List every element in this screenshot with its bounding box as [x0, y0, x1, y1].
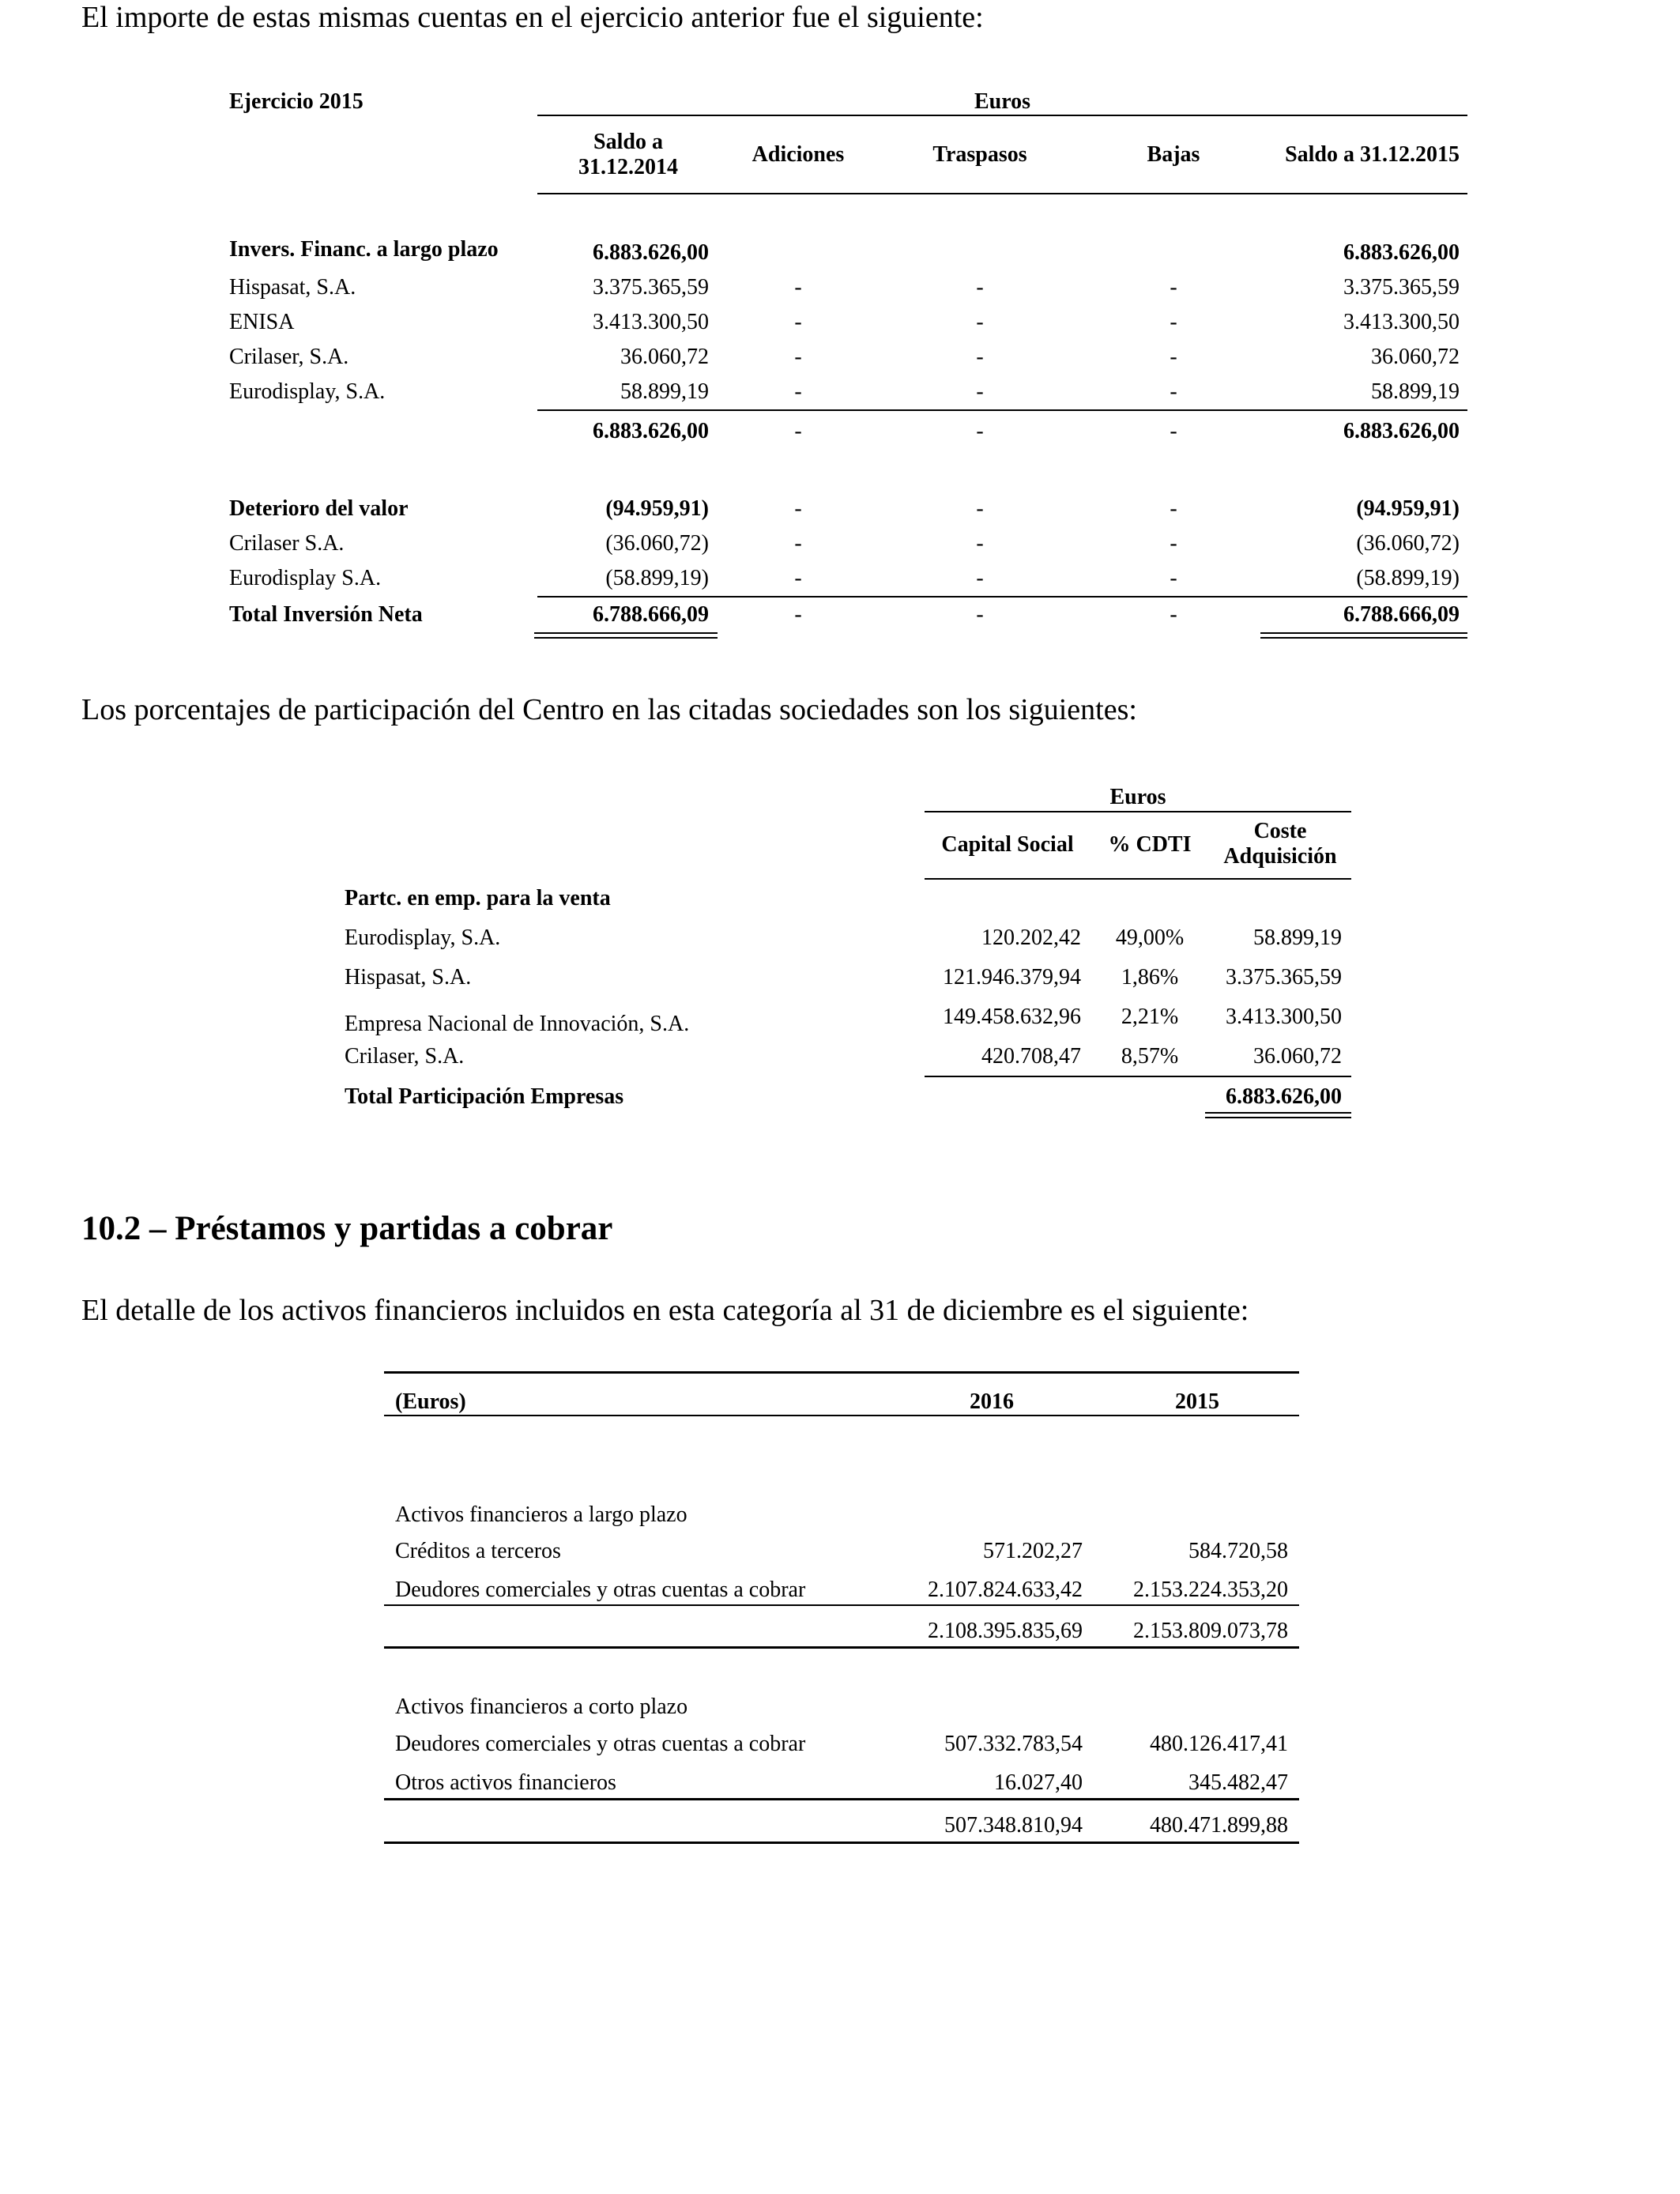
subtotal-rule — [384, 1604, 1299, 1606]
table-prestamos: (Euros) 2016 2015 Activos financieros a largo plazo Créditos a terceros 571.202,27 584.720,58 Deudores comerciales y otras cuentas a cobrar 2.107.824.633,42 2.153.224.353,20 2.108.395.835,69 2.153.809.073,78 Activos financieros a corto plazo Deudores comerciales y otras cuentas a cobrar 507.332.783,54 480.126.417,41 Otros activos financieros 16.027,40 345.482,47 507.348.810,94 480.471.899,88 — [0, 0, 1680, 1849]
col-header-traspasos: Traspasos — [932, 142, 1027, 167]
col-header-saldo-2015: Saldo a 31.12.2015 — [1285, 142, 1460, 167]
subtotal-rule — [384, 1798, 1299, 1800]
col-header-2016: 2016 — [970, 1389, 1014, 1414]
col-header-coste: Coste Adquisición — [1223, 819, 1337, 869]
intro-paragraph-3: El detalle de los activos financieros incluidos en esta categoría al 31 de diciembre es el siguiente: — [81, 1294, 1249, 1327]
header-label: (Euros) — [395, 1389, 466, 1414]
year-label: Ejercicio 2015 — [229, 89, 363, 114]
col-header-cdti: % CDTI — [1108, 832, 1192, 857]
long-term-title: Activos financieros a largo plazo — [395, 1502, 687, 1527]
section-heading: 10.2 – Préstamos y partidas a cobrar — [81, 1210, 613, 1247]
intro-paragraph-1: El importe de estas mismas cuentas en el ejercicio anterior fue el siguiente: — [81, 1, 984, 34]
header-bottom-rule — [384, 1415, 1299, 1416]
intro-paragraph-2: Los porcentajes de participación del Centro en las citadas sociedades son los siguientes: — [81, 693, 1137, 726]
top-rule — [384, 1371, 1299, 1374]
col-header-saldo-2014: Saldo a 31.12.2014 — [578, 130, 678, 179]
col-header-capital-social: Capital Social — [941, 832, 1074, 857]
col-header-2015: 2015 — [1175, 1389, 1219, 1414]
currency-header: Euros — [1109, 785, 1166, 809]
col-header-adiciones: Adiciones — [751, 142, 845, 167]
currency-header: Euros — [974, 89, 1031, 114]
total-rule — [384, 1842, 1299, 1844]
short-term-title: Activos financieros a corto plazo — [395, 1695, 688, 1719]
section-label: Partc. en emp. para la venta — [345, 886, 611, 910]
total-rule — [384, 1646, 1299, 1649]
col-header-bajas: Bajas — [1147, 142, 1200, 167]
table-participaciones: Euros Capital Social % CDTI Coste Adquisición Partc. en emp. para la venta Eurodisplay, S.A. 120.202,42 49,00% 58.899,19 Hispasat, S.A. 121.946.379,94 1,86% 3.375.365,59 Empresa Nacional de Innovación, S.A. 149.458.632,96 2,21% 3.413.300,50 Crilaser, S.A. 420.708,47 8,57% 36.060,72 Total Participación Empresas 6.883.626,00 — [0, 0, 1680, 1130]
table-ejercicio-2015: Ejercicio 2015 Euros Saldo a 31.12.2014 Adiciones Traspasos Bajas Saldo a 31.12.2015 Invers. Financ. a largo plazo 6.883.626,00 6.883.626,00 Hispasat, S.A. 3.375.365,59 - - - 3.375.365,59 ENISA 3.413.300,50 - - - 3.413.300,50 Crilaser, S.A. 36.060,72 - - - 36.060,72 Eurodisplay, S.A. 58.899,19 - - - 58.899,19 6.883.626,00 - - - 6.883.626,00 Deterioro del valor (94.959,91) - - - (94.959,91) Crilaser S.A. (36.060,72) - - - (36.060,72) Eurodisplay S.A. (58.899,19) - - - (58.899,19) Total Inversión Neta 6.788.666,09 - - - 6.788.666,09 — [0, 0, 1680, 656]
